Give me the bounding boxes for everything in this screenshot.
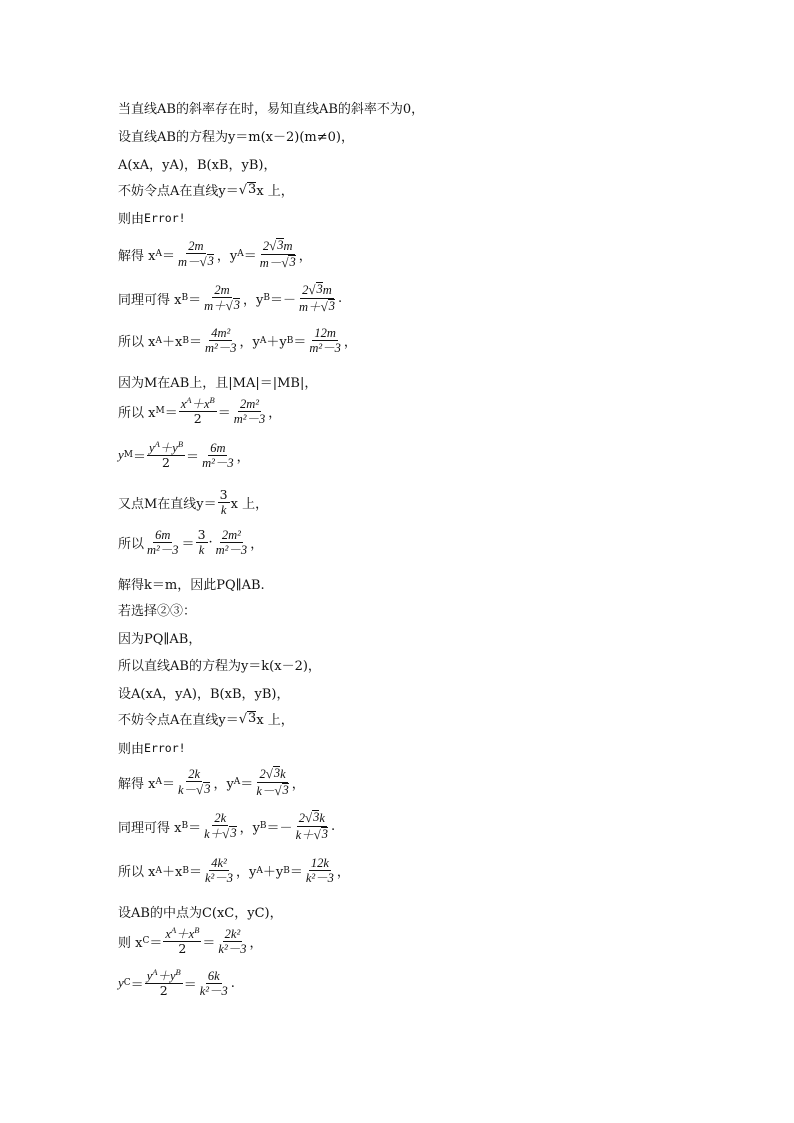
fraction: $\frac{y^A+y^B}{2}$ [149,439,184,471]
text-line: 设直线AB的方程为y＝m(x－2)(m≠0)， [118,130,354,145]
fraction: 2k k－ √ 3 [177,766,211,798]
fraction: 2 √ 3 m m－ √ 3 [259,238,296,270]
text-line: 设AB的中点为C(xC，yC)， [118,906,283,921]
text-line: A(xA，yA)，B(xB，yB)， [118,158,277,173]
fraction: 2 √ 3 k k＋ √ 3 [295,810,329,842]
formula-line: 所以 x A ＋x B ＝ $\frac{\text{4k²}}{\text{k²－3}}$ ，y A ＋y B ＝ $\frac{12k}{\text{k²－3}}$ ， [118,856,350,886]
fraction: $\frac{6m}{\text{m²－3}}$ [202,440,234,470]
fraction: 2m m－ √ 3 [177,238,214,270]
sqrt: √ 3 [238,711,257,727]
text-line: 设A(xA，yA)，B(xB，yB)， [118,687,290,702]
formula-line: 所以 x A ＋x B ＝ $\frac{\text{4m²}}{\text{m²－3}}$ ，y A ＋y B ＝ $\frac{12m}{\text{m²－3}}$ ， [118,326,357,356]
fraction: 2m m＋ √ 3 [204,282,241,314]
fraction: $\frac{6m}{\text{m²－3}}$ [147,528,179,558]
text-line: 因为PQ∥AB， [118,632,202,647]
fraction: $\frac{x^A+x^B}{2}$ [165,925,200,957]
fraction: $\frac{12k}{\text{k²－3}}$ [305,856,334,886]
fraction: $\frac{\text{4m²}}{\text{m²－3}}$ [204,326,237,356]
formula-line: y C ＝ $\frac{y^A+y^B}{2}$ ＝ $\frac{6k}{\text{k²－3}}$ . [118,967,235,999]
fraction: 2k k＋ √ 3 [204,810,237,842]
formula-line: 所以 $\frac{6m}{\text{m²－3}}$ ＝ $\frac{3}{k}$ · $\frac{\text{2m²}}{\text{m²－3}}$ ， [118,527,264,558]
fraction: $\frac{y^A+y^B}{2}$ [146,967,181,999]
sqrt: √ 3 [238,182,257,198]
formula-line: y M ＝ $\frac{y^A+y^B}{2}$ ＝ $\frac{6m}{\text{m²－3}}$ ， [118,439,250,471]
text-line: 解得k＝m，因此PQ∥AB. [118,578,265,593]
text-line: 若选择②③： [118,604,197,619]
fraction: $\frac{\text{2k²}}{\text{k²－3}}$ [218,926,247,956]
fraction: $\frac{\text{2m²}}{\text{m²－3}}$ [215,528,248,558]
fraction: $\frac{\text{4k²}}{\text{k²－3}}$ [204,856,233,886]
text-line: 当直线AB的斜率存在时，易知直线AB的斜率不为0， [118,102,425,117]
text-line: 则由 Error! [118,740,186,757]
text-line: 不妨令点A在直线y＝ √ 3 x 上， [118,711,294,728]
fraction: 2 √ 3 m m＋ √ 3 [299,282,335,314]
formula-line: 同理可得 x B ＝ 2k k＋ √ 3 ，y B ＝－ 2 √ 3 k k＋ √ 3 . [118,810,336,842]
text-line: 则由 Error! [118,210,186,227]
fraction: $\frac{3}{k}$ [219,487,228,518]
text-line: 不妨令点A在直线y＝ √ 3 x 上， [118,182,294,199]
formula-line: 解得 x A ＝ 2k k－ √ 3 ，y A ＝ 2 √ 3 k k－ √ 3 ， [118,766,305,798]
formula-line: 则 x C ＝ $\frac{x^A+x^B}{2}$ ＝ $\frac{\text{2k²}}{\text{k²－3}}$ ， [118,925,263,957]
formula-line: 同理可得 x B ＝ 2m m＋ √ 3 ，y B ＝－ 2 √ 3 m m＋ √ 3 . [118,282,343,314]
error-text: Error! [144,740,186,755]
formula-line: 所以 x M ＝ $\frac{x^A+x^B}{2}$ ＝ $\frac{\text{2m²}}{\text{m²－3}}$ ， [118,395,282,427]
text-line: 因为M在AB上，且|MA|＝|MB|， [118,376,318,391]
text-line: 所以直线AB的方程为y＝k(x－2)， [118,659,321,674]
fraction: $\frac{3}{k}$ [197,527,206,558]
fraction: $\frac{x^A+x^B}{2}$ [180,395,215,427]
formula-line: 又点M在直线y＝ $\frac{3}{k}$ x 上， [118,487,269,518]
fraction: 2 √ 3 k k－ √ 3 [256,766,289,798]
fraction: $\frac{6k}{\text{k²－3}}$ [199,968,228,998]
fraction: $\frac{\text{2m²}}{\text{m²－3}}$ [233,396,266,426]
fraction: $\frac{12m}{\text{m²－3}}$ [309,326,341,356]
formula-line: 解得 x A ＝ 2m m－ √ 3 ，y A ＝ 2 √ 3 m m－ √ 3 ， [118,238,312,270]
error-text: Error! [144,210,186,225]
